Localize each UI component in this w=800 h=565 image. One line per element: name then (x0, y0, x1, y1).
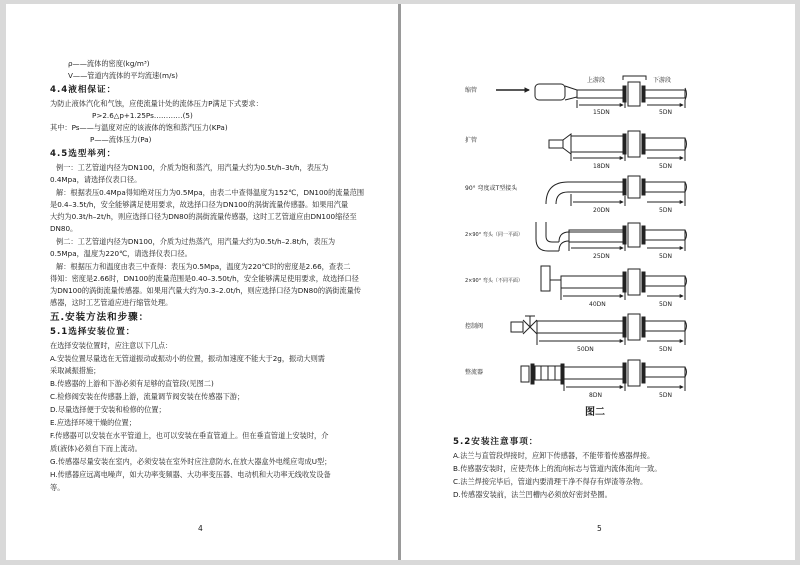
row-double-elbow-diff-plane (541, 266, 687, 300)
upstream-length: 15DN (593, 109, 610, 116)
note-item: C.法兰焊接完毕后，管道内要清理干净不得存有焊渣等杂物。 (453, 477, 648, 486)
row-double-elbow-same-plane (536, 222, 687, 251)
text-line: 在选择安装位置时，应注意以下几点： (50, 341, 173, 350)
downstream-header: 下游段 (653, 77, 672, 84)
text-line: 其中：Ps——与温度对应的该液体的饱和蒸汽压力(KPa) (50, 123, 228, 132)
section-heading-5-2: 5.2安装注意事项： (453, 437, 539, 447)
text-line: 感器，这时工艺管道应进行缩管处理。 (50, 298, 173, 307)
text-line: 0.4Mpa，请选择仪表口径。 (50, 175, 142, 184)
text-line: 为DN100的涡街流量传感器。如果用汽量大约为0.3–2.0t/h，则应选择口径为DN80的涡街流量传 (50, 286, 361, 295)
left-page (6, 4, 398, 560)
section-heading-5-1: 5.1选择安装位置： (50, 327, 136, 337)
row-label: 2×90° 弯头（同一平面） (465, 232, 523, 238)
text-line: 大约为0.3t/h–2t/h，则应选择口径为DN80的涡街流量传感器，这时工艺管道应由DN100缩径至 (50, 212, 357, 221)
figure-caption: 图二 (585, 407, 605, 418)
text-line: 得知：密度是2.66时，DN100的流量范围是0.40–3.50t/h，安全能够满足使用要求，故选择口径 (50, 274, 359, 283)
text-line: DN80。 (50, 224, 78, 233)
text-line: B.传感器的上游和下游必须有足够的直管段(见图二) (50, 379, 214, 388)
row-control-valve (511, 314, 687, 345)
text-line: 是0.4–3.5t/h，安全能够满足使用要求，故选择口径为DN100的涡街流量传感器。如果用汽量 (50, 200, 349, 209)
downstream-length: 5DN (659, 346, 672, 353)
text-line: A.安装位置尽量选在无管道振动或振动小的位置，振动加速度不能大于2g，振动大则需 (50, 354, 325, 363)
row-label: 整流器 (465, 369, 484, 376)
text-line: 等。 (50, 483, 65, 492)
text-line: 为防止液体汽化和气蚀，应使流量计处的流体压力P满足下式要求： (50, 99, 263, 108)
text-line: F.传感器可以安装在水平管道上，也可以安装在垂直管道上。但在垂直管道上安装时，介 (50, 431, 329, 440)
section-heading-4-5: 4.5选型举列： (50, 149, 117, 159)
text-line: D.尽量选择便于安装和检修的位置； (50, 405, 166, 414)
downstream-length: 5DN (659, 207, 672, 214)
page-number: 5 (597, 524, 602, 533)
row-flow-conditioner (521, 360, 687, 391)
note-item: D.传感器安装前，法兰凹槽内必须放好密封垫圈。 (453, 490, 612, 499)
row-elbow (546, 176, 687, 206)
row-label: 2×90° 弯头（不同平面） (465, 278, 523, 284)
upstream-length: 50DN (577, 346, 594, 353)
text-line: E.应选择环境干燥的位置； (50, 418, 136, 427)
text-line: C.检修阀安装在传感器上游，流量调节阀安装在传感器下游； (50, 392, 245, 401)
upstream-header: 上游段 (587, 77, 606, 84)
upstream-length: 25DN (593, 253, 610, 260)
text-line: G.传感器尽量安装在室内，必须安装在室外时应注意防水,在放大器盒外电缆应弯成U型； (50, 457, 332, 466)
text-line: 采取减振措施； (50, 366, 101, 375)
text-line: ρ——流体的密度(kg/m³) (68, 59, 150, 68)
downstream-length: 5DN (659, 392, 672, 399)
right-page (401, 4, 795, 560)
upstream-length: 18DN (593, 163, 610, 170)
text-line: 质(液体)必须自下而上流动。 (50, 444, 142, 453)
text-line: H.传感器应远离电噪声，如大功率变频器、大功率变压器、电动机和大功率无线收发设备 (50, 470, 331, 479)
installation-figure (401, 4, 795, 424)
text-line: 0.5Mpa，温度为220℃，请选择仪表口径。 (50, 249, 192, 258)
downstream-length: 5DN (659, 301, 672, 308)
downstream-length: 5DN (659, 109, 672, 116)
row-label: 扩管 (465, 137, 478, 144)
text-line: 例一：工艺管道内径为DN100，介质为饱和蒸汽，用汽量大约为0.5t/h–3t/h，表压为 (56, 163, 329, 172)
upstream-length: 40DN (589, 301, 606, 308)
text-line: 解：根据压力和温度由表三中查得：表压为0.5Mpa，温度为220℃时的密度是2.66，查表二 (56, 262, 351, 271)
downstream-length: 5DN (659, 253, 672, 260)
section-heading-4-4: 4.4液相保证： (50, 85, 117, 95)
row-label: 缩管 (465, 87, 478, 94)
row-expander (549, 131, 687, 161)
chapter-heading-5: 五.安装方法和步骤： (50, 312, 150, 323)
text-line: P——流体压力(Pa) (90, 135, 152, 144)
page-number: 4 (198, 524, 203, 533)
text-line: 解：根据表压0.4Mpa得知绝对压力为0.5Mpa，由表二中查得温度为152℃，DN100的流量范围 (56, 188, 365, 197)
downstream-length: 5DN (659, 163, 672, 170)
text-line: 例二：工艺管道内径为DN100，介质为过热蒸汽，用汽量大约为0.5t/h–2.8t/h，表压为 (56, 237, 336, 246)
upstream-length: 20DN (593, 207, 610, 214)
row-label: 90° 弯度或T型接头 (465, 185, 518, 192)
formula-line: P>2.6△p+1.25Ps…………(5) (92, 111, 193, 120)
note-item: B.传感器安装时，应使壳体上的流向标志与管道内流体流向一致。 (453, 464, 662, 473)
text-line: V——管道内流体的平均流速(m/s) (68, 71, 178, 80)
row-label: 控制阀 (465, 323, 484, 330)
upstream-length: 8DN (589, 392, 602, 399)
note-item: A.法兰与直管段焊接时，应卸下传感器，不能带着传感器焊接。 (453, 451, 655, 460)
